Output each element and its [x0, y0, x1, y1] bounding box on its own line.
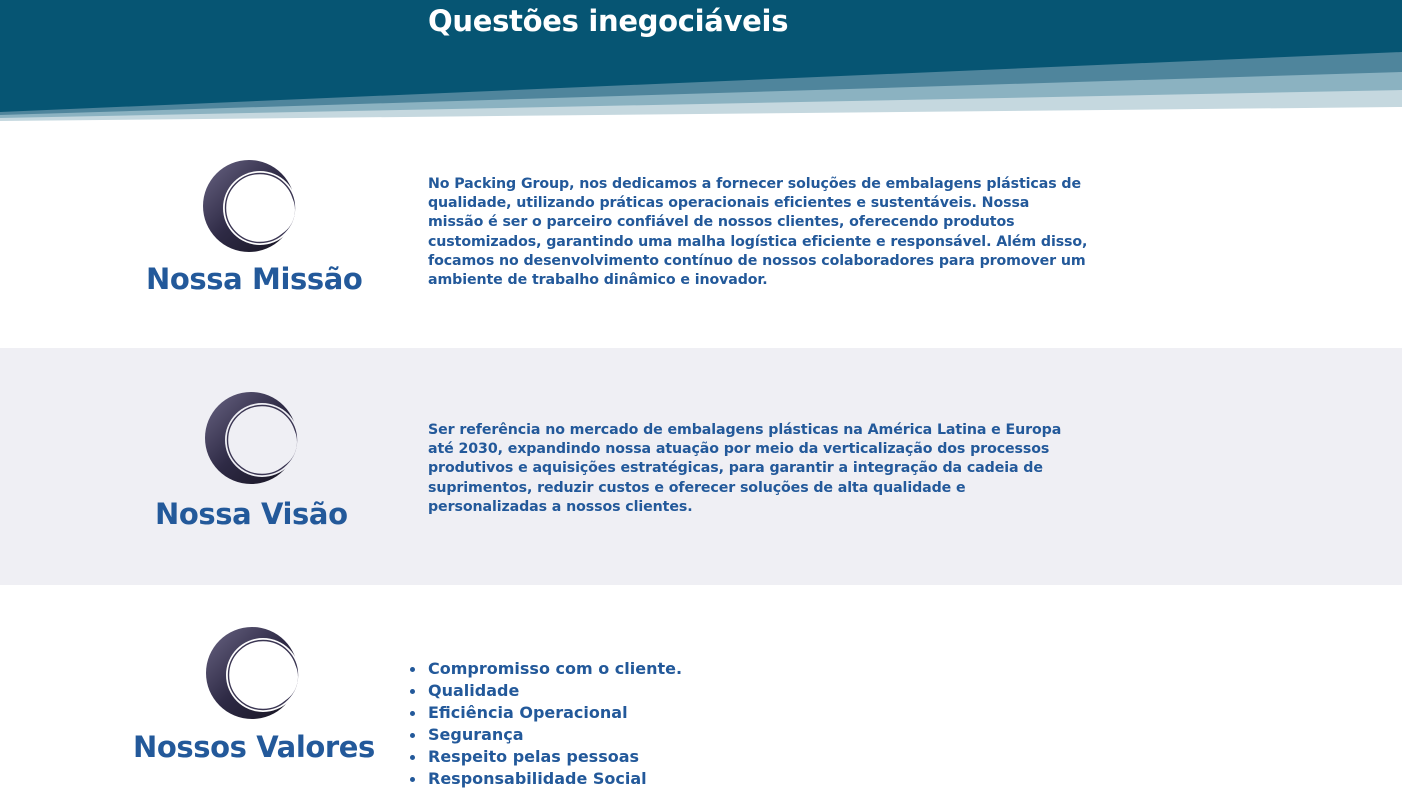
values-title: Nossos Valores — [133, 730, 375, 764]
list-item: Qualidade — [428, 680, 682, 702]
vision-title: Nossa Visão — [155, 497, 348, 531]
swirl-logo-icon — [204, 625, 300, 721]
mission-text: No Packing Group, nos dedicamos a fornecer soluções de embalagens plásticas de qualidade, utilizando práticas operacionais eficientes e sustentáveis. Nossa missão é ser o parceiro confiável de nossos clientes, oferecendo produtos customizados, garantindo uma malha logística eficiente e responsável. Além disso, focamos no desenvolvimento contínuo de nossos colaboradores para promover um ambiente de trabalho dinâmico e inovador. — [428, 176, 1088, 289]
swirl-logo-icon — [201, 158, 297, 254]
values-section — [0, 585, 1402, 809]
mission-title: Nossa Missão — [146, 262, 363, 296]
vision-text: Ser referência no mercado de embalagens plásticas na América Latina e Europa até 2030, expandindo nossa atuação por meio da verticalização dos processos produtivos e aquisições estratégicas, para garantir a integração da cadeia de suprimentos, reduzir custos e oferecer soluções de alta qualidade e personalizadas a nossos clientes. — [428, 422, 1062, 515]
values-list — [428, 658, 682, 790]
list-item: Respeito pelas pessoas — [428, 746, 682, 768]
list-item: Segurança — [428, 724, 682, 746]
list-item: Compromisso com o cliente. — [428, 659, 683, 678]
list-item: Eficiência Operacional — [428, 702, 682, 724]
list-item: Responsabilidade Social — [428, 768, 682, 790]
vision-section — [0, 348, 1402, 585]
mission-section — [0, 125, 1402, 348]
swirl-logo-icon — [203, 390, 299, 486]
header-banner — [0, 0, 1402, 125]
page-title: Questões inegociáveis — [428, 4, 789, 38]
